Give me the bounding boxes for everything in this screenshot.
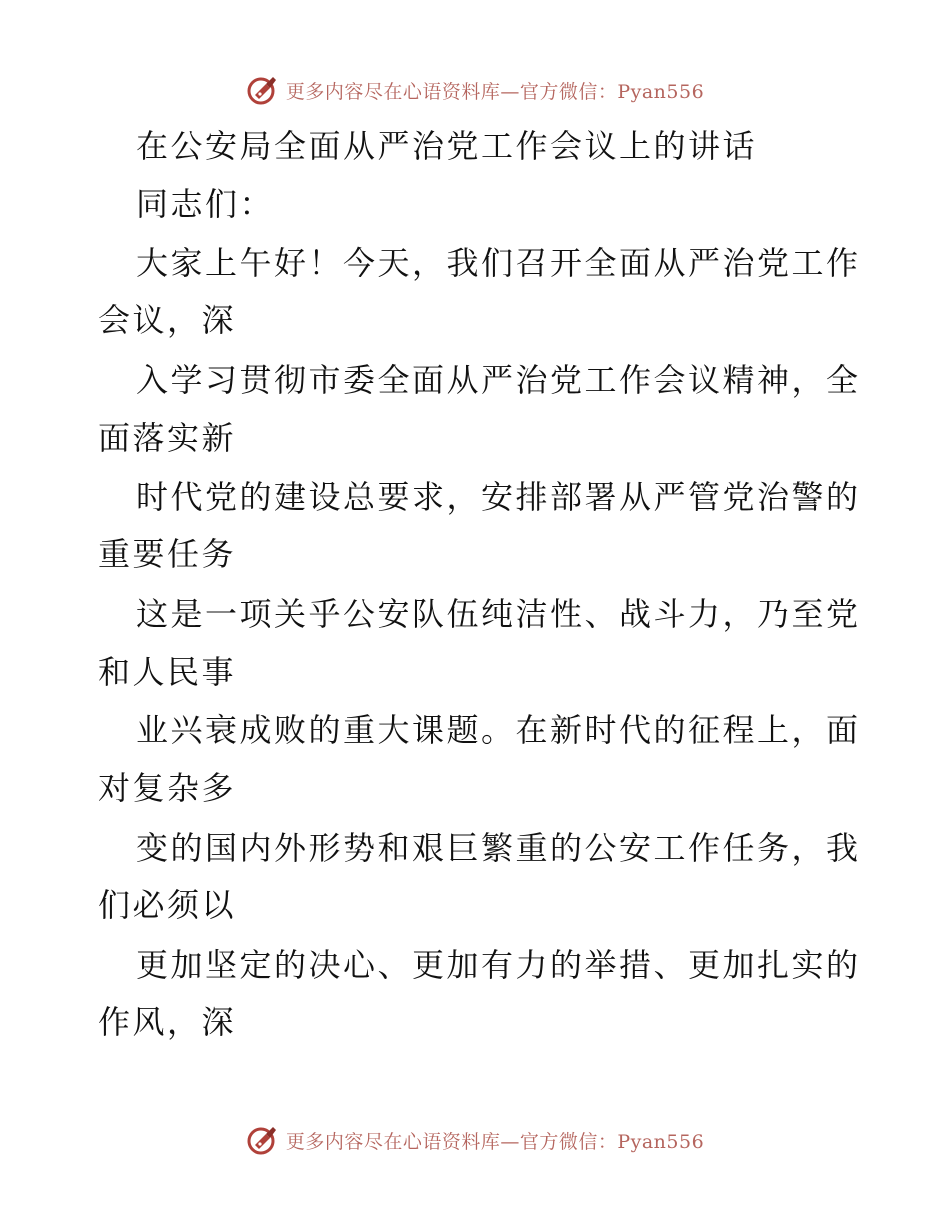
body-line: 和人民事 (98, 653, 237, 691)
body-line: 会议，深 (98, 301, 237, 339)
body-line: 这是一项关乎公安队伍纯洁性、战斗力，乃至党 (136, 595, 861, 633)
footer-banner (0, 1120, 950, 1160)
body-line: 业兴衰成败的重大课题。在新时代的征程上，面 (136, 711, 861, 749)
body-line: 面落实新 (98, 419, 237, 457)
body-line: 们必须以 (98, 886, 237, 924)
body-line: 作风，深 (98, 1003, 237, 1041)
document-title: 在公安局全面从严治党工作会议上的讲话 (136, 127, 758, 165)
body-line: 时代党的建设总要求，安排部署从严管党治警的 (136, 478, 861, 516)
body-line: 入学习贯彻市委全面从严治党工作会议精神，全 (136, 361, 861, 399)
body-line: 大家上午好！今天，我们召开全面从严治党工作 (136, 244, 861, 282)
body-line: 变的国内外形势和艰巨繁重的公安工作任务，我 (136, 829, 861, 867)
header-banner (0, 70, 950, 110)
body-line: 对复杂多 (98, 769, 237, 807)
body-line: 更加坚定的决心、更加有力的举措、更加扎实的 (136, 946, 861, 984)
header-banner-text: 更多内容尽在心语资料库—官方微信：Pyan556 (285, 80, 705, 103)
salutation: 同志们： (136, 185, 275, 223)
pen-logo-icon (246, 73, 280, 107)
pen-logo-icon (246, 1123, 280, 1157)
footer-banner-text: 更多内容尽在心语资料库—官方微信：Pyan556 (285, 1130, 705, 1153)
body-line: 重要任务 (98, 535, 237, 573)
